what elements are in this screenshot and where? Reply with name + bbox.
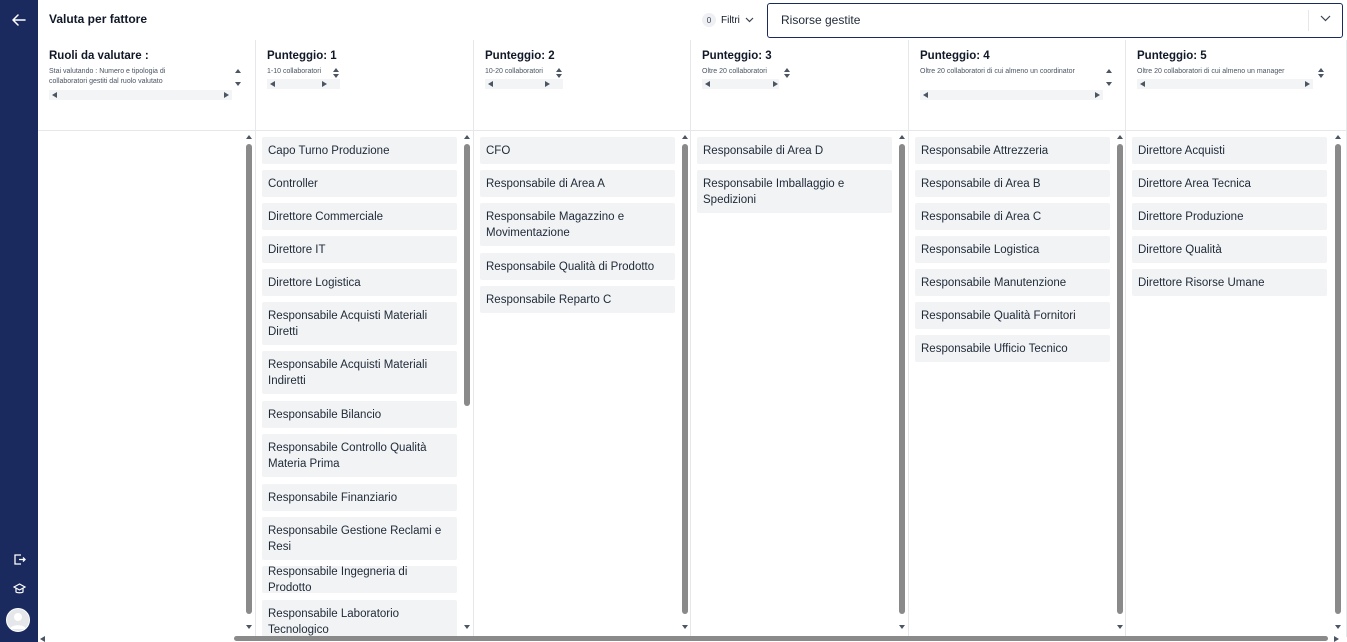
scroll-left-icon[interactable] — [923, 92, 928, 98]
logout-icon — [13, 553, 26, 566]
score-column-5 — [1126, 131, 1347, 637]
scroll-right-icon[interactable] — [1334, 636, 1339, 642]
role-card[interactable]: Responsabile Qualità di Prodotto — [480, 253, 675, 280]
filters-label: Filtri — [721, 14, 740, 26]
role-card[interactable]: Responsabile di Area B — [915, 170, 1110, 197]
scroll-up-icon[interactable] — [235, 69, 241, 73]
scroll-down-icon[interactable] — [682, 625, 688, 629]
select-divider — [1308, 10, 1309, 31]
scrollbar-thumb[interactable] — [234, 636, 1328, 641]
role-card[interactable]: Responsabile di Area C — [915, 203, 1110, 230]
role-card[interactable]: Capo Turno Produzione — [262, 137, 457, 164]
roles-column-description: Stai valutando : Numero e tipologia di collaboratori gestiti dal ruolo valutato — [49, 68, 166, 85]
score-column-header-3 — [691, 40, 909, 130]
role-card[interactable]: Direttore Produzione — [1132, 203, 1327, 230]
vertical-scrollbar[interactable] — [246, 131, 252, 637]
role-card[interactable]: Responsabile Imballaggio e Spedizioni — [697, 170, 892, 213]
chevron-down-icon — [745, 17, 754, 23]
scroll-down-icon[interactable] — [235, 82, 241, 86]
role-card[interactable]: Direttore Logistica — [262, 269, 457, 296]
score-column-header-5 — [1126, 40, 1347, 130]
score-column-title: Punteggio: 5 — [1137, 50, 1207, 62]
role-card[interactable]: Direttore IT — [262, 236, 457, 263]
role-card[interactable]: Responsabile Laboratorio Tecnologico — [262, 600, 457, 637]
scroll-left-icon[interactable] — [40, 636, 45, 642]
horizontal-scrollbar[interactable] — [702, 79, 779, 89]
scroll-up-icon[interactable] — [333, 68, 339, 72]
scroll-up-icon[interactable] — [784, 68, 790, 72]
graduation-cap-icon — [13, 583, 26, 595]
scroll-right-icon[interactable] — [1305, 81, 1310, 87]
score-column-description: 1-10 collaboratori — [267, 68, 322, 75]
roles-column-header — [38, 40, 256, 130]
role-card[interactable]: Responsabile Finanziario — [262, 484, 457, 511]
horizontal-scrollbar[interactable] — [49, 90, 232, 100]
scroll-down-icon[interactable] — [246, 625, 252, 629]
scroll-down-icon[interactable] — [1117, 625, 1123, 629]
scroll-up-icon[interactable] — [246, 135, 252, 139]
scroll-up-icon[interactable] — [899, 135, 905, 139]
role-card[interactable]: Responsabile Acquisti Materiali Diretti — [262, 302, 457, 345]
top-bar — [38, 0, 1347, 40]
score-column-description: Oltre 20 collaboratori — [702, 68, 767, 75]
learning-button[interactable] — [0, 575, 38, 603]
role-card[interactable]: Responsabile Manutenzione — [915, 269, 1110, 296]
role-card[interactable]: Direttore Acquisti — [1132, 137, 1327, 164]
scroll-down-icon[interactable] — [464, 625, 470, 629]
scrollbar-thumb[interactable] — [1117, 144, 1123, 614]
scroll-up-icon[interactable] — [1106, 69, 1112, 73]
factor-select-value: Risorse gestite — [781, 13, 861, 27]
scroll-up-icon[interactable] — [1117, 135, 1123, 139]
score-column-description: Oltre 20 collaboratori di cui almeno un manager — [1137, 68, 1285, 75]
score-column-title: Punteggio: 3 — [702, 50, 772, 62]
scroll-up-icon[interactable] — [556, 68, 562, 72]
score-column-4 — [909, 131, 1126, 637]
roles-column-title: Ruoli da valutare : — [49, 50, 149, 62]
score-column-description: Oltre 20 collaboratori di cui almeno un coordinator — [920, 68, 1075, 75]
scroll-down-icon[interactable] — [784, 74, 790, 78]
kanban-board — [38, 40, 1347, 642]
scrollbar-thumb[interactable] — [899, 144, 905, 614]
vertical-scrollbar[interactable] — [682, 131, 688, 637]
scroll-down-icon[interactable] — [1318, 74, 1324, 78]
vertical-scrollbar[interactable] — [1117, 131, 1123, 637]
role-card[interactable]: Responsabile Reparto C — [480, 286, 675, 313]
scroll-up-icon[interactable] — [682, 135, 688, 139]
scroll-left-icon[interactable] — [270, 81, 275, 87]
roles-column-body — [38, 131, 256, 637]
role-card[interactable]: Direttore Qualità — [1132, 236, 1327, 263]
scroll-left-icon[interactable] — [705, 81, 710, 87]
back-button[interactable] — [0, 6, 38, 34]
score-column-title: Punteggio: 2 — [485, 50, 555, 62]
scroll-right-icon[interactable] — [773, 81, 778, 87]
scrollbar-thumb[interactable] — [682, 144, 688, 614]
filters-button[interactable] — [702, 11, 754, 29]
score-column-header-2 — [474, 40, 691, 130]
scroll-right-icon[interactable] — [1095, 92, 1100, 98]
scroll-right-icon[interactable] — [545, 81, 550, 87]
score-column-2 — [474, 131, 691, 637]
factor-select[interactable] — [767, 3, 1343, 38]
role-card[interactable]: Responsabile Qualità Fornitori — [915, 302, 1110, 329]
role-card[interactable]: Responsabile di Area A — [480, 170, 675, 197]
scroll-down-icon[interactable] — [899, 625, 905, 629]
scroll-right-icon[interactable] — [322, 81, 327, 87]
scrollbar-thumb[interactable] — [246, 144, 252, 614]
board-horizontal-scrollbar[interactable] — [38, 634, 1347, 642]
scroll-left-icon[interactable] — [488, 81, 493, 87]
role-card[interactable]: Responsabile Logistica — [915, 236, 1110, 263]
score-column-1 — [256, 131, 474, 637]
horizontal-scrollbar[interactable] — [1137, 79, 1313, 89]
role-card[interactable]: Responsabile di Area D — [697, 137, 892, 164]
score-column-header-4 — [909, 40, 1126, 130]
horizontal-scrollbar[interactable] — [920, 90, 1103, 100]
avatar-icon — [7, 609, 29, 631]
role-card[interactable]: Responsabile Ingegneria di Prodotto — [262, 566, 457, 593]
role-card[interactable]: Responsabile Ufficio Tecnico — [915, 335, 1110, 362]
horizontal-scrollbar[interactable] — [267, 79, 340, 89]
scroll-down-icon[interactable] — [1335, 625, 1341, 629]
scroll-up-icon[interactable] — [464, 135, 470, 139]
page-title: Valuta per fattore — [49, 12, 148, 26]
role-card[interactable]: Responsabile Magazzino e Movimentazione — [480, 203, 675, 246]
scroll-down-icon[interactable] — [556, 74, 562, 78]
scroll-right-icon[interactable] — [224, 92, 229, 98]
scroll-up-icon[interactable] — [1335, 135, 1341, 139]
arrow-left-icon — [12, 14, 26, 26]
role-card[interactable]: CFO — [480, 137, 675, 164]
score-column-3 — [691, 131, 909, 637]
score-column-title: Punteggio: 1 — [267, 50, 337, 62]
scroll-up-icon[interactable] — [1318, 68, 1324, 72]
role-card[interactable]: Responsabile Controllo Qualità Materia Prima — [262, 434, 457, 477]
chevron-down-icon — [1320, 15, 1331, 22]
role-card[interactable]: Controller — [262, 170, 457, 197]
vertical-scrollbar[interactable] — [464, 131, 470, 637]
scroll-down-icon[interactable] — [1106, 82, 1112, 86]
scroll-left-icon[interactable] — [52, 92, 57, 98]
scroll-down-icon[interactable] — [333, 74, 339, 78]
role-card[interactable]: Responsabile Gestione Reclami e Resi — [262, 517, 457, 560]
scroll-left-icon[interactable] — [1140, 81, 1145, 87]
vertical-scrollbar[interactable] — [899, 131, 905, 637]
role-card[interactable]: Direttore Risorse Umane — [1132, 269, 1327, 296]
score-column-header-1 — [256, 40, 474, 130]
avatar[interactable] — [6, 608, 30, 632]
vertical-scrollbar[interactable] — [1335, 131, 1341, 637]
role-card[interactable]: Responsabile Acquisti Materiali Indiretti — [262, 351, 457, 394]
score-column-description: 10-20 collaboratori — [485, 68, 543, 75]
role-card[interactable]: Direttore Commerciale — [262, 203, 457, 230]
filters-count-badge: 0 — [702, 13, 716, 27]
sidebar — [0, 0, 38, 642]
score-column-title: Punteggio: 4 — [920, 50, 990, 62]
role-card[interactable]: Responsabile Attrezzeria — [915, 137, 1110, 164]
role-card[interactable]: Responsabile Bilancio — [262, 401, 457, 428]
horizontal-scrollbar[interactable] — [485, 79, 563, 89]
scrollbar-thumb[interactable] — [1335, 144, 1341, 614]
scrollbar-thumb[interactable] — [464, 144, 470, 406]
logout-button[interactable] — [0, 545, 38, 573]
role-card[interactable]: Direttore Area Tecnica — [1132, 170, 1327, 197]
